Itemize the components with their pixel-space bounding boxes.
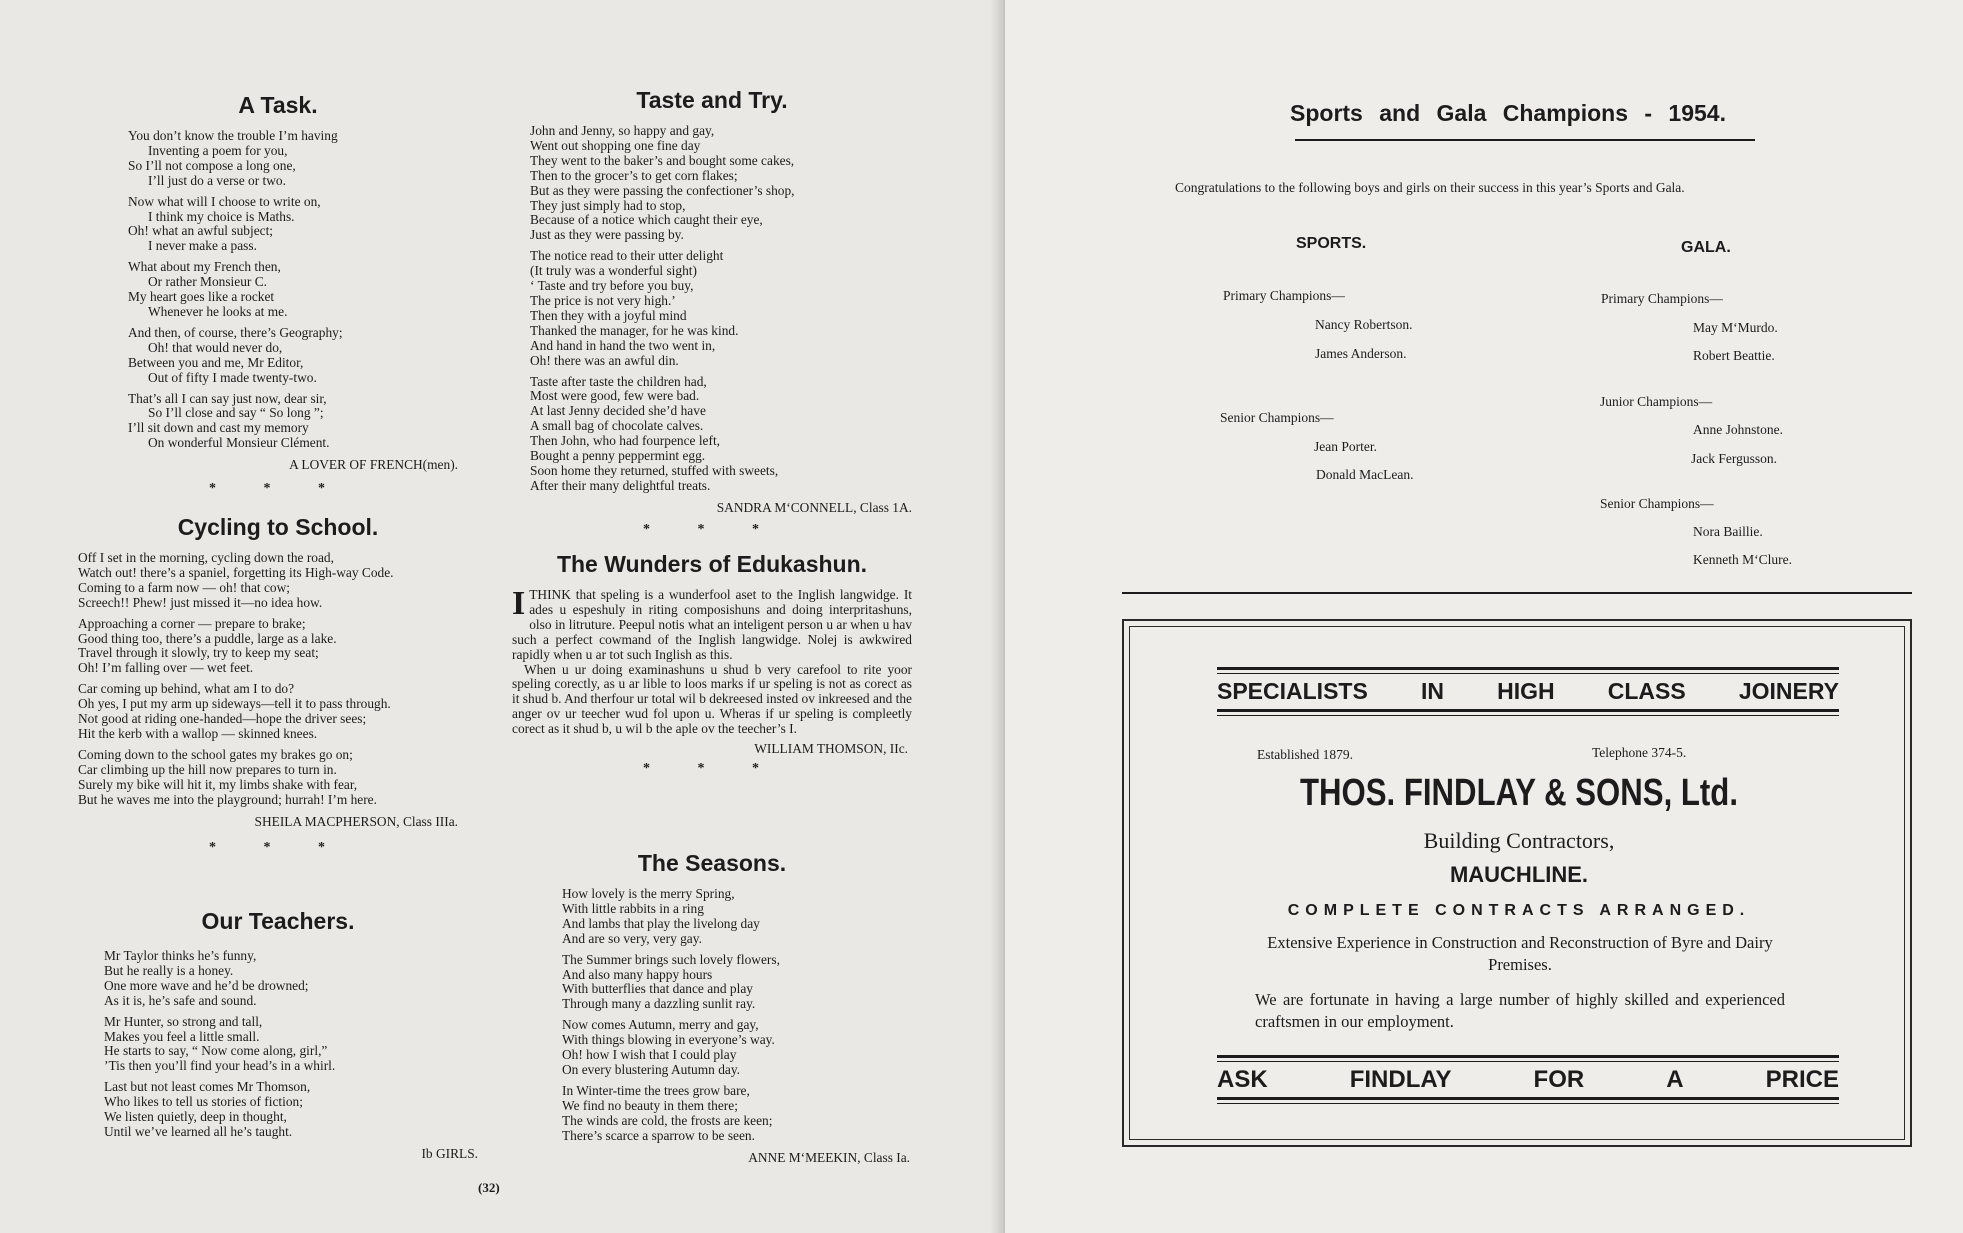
- poem-line: Approaching a corner — prepare to brake;: [78, 615, 306, 631]
- poem-taste-and-try: [512, 87, 912, 538]
- section-divider-stars: * * *: [209, 839, 347, 855]
- poem-line: Mr Taylor thinks he’s funny,: [104, 948, 257, 963]
- stanza: [128, 392, 478, 452]
- poem-title: Our Teachers.: [201, 908, 355, 934]
- title-underline: [1295, 139, 1755, 141]
- poem-line: A small bag of chocolate calves.: [530, 418, 704, 434]
- drop-cap: I: [512, 585, 526, 622]
- poem-line: Coming down to the school gates my brakes go on;: [78, 746, 353, 762]
- telephone-number: Telephone 374-5.: [1592, 745, 1687, 760]
- poem-line: The notice read to their utter delight: [530, 248, 724, 264]
- poem-line: Soon home they returned, stuffed with sweets,: [530, 462, 779, 478]
- stanza: [530, 249, 912, 368]
- stanza: [530, 124, 912, 243]
- poem-line: Who likes to tell us stories of fiction;: [104, 1094, 303, 1110]
- author-credit: A LOVER OF FRENCH(men).: [289, 457, 458, 473]
- poem-line: Oh yes, I put my arm up sideways—tell it to pass through.: [78, 696, 391, 712]
- sports-heading: SPORTS.: [1296, 235, 1367, 252]
- poem-line: Oh! that would never do,: [148, 339, 283, 355]
- gala-junior-label: Junior Champions—: [1600, 394, 1713, 409]
- poem-line: Now comes Autumn, merry and gay,: [562, 1017, 759, 1033]
- poem-line: Between you and me, Mr Editor,: [128, 354, 304, 370]
- findlay-advertisement: [1122, 619, 1912, 1147]
- poem-line: Hit the kerb with a wallop — skinned knees.: [78, 725, 318, 741]
- poem-line: Mr Hunter, so strong and tall,: [104, 1013, 263, 1029]
- paragraph-text: THINK that speling is a wunderfool aset to the Inglish langwidge. It ades u espeshuly in riting composishuns and doing interpritashuns, olso in litruture. Peepul notis what an inteligent person u ar when u hav such a perfect cowmand of the Inglish langwidge. Nolej is awkwired rapidly when u ar tot such Inglish as this.: [512, 587, 912, 662]
- page-title: Sports and Gala Champions - 1954.: [1290, 100, 1726, 126]
- stanza: [562, 1018, 912, 1078]
- poem-line: But he waves me into the playground; hurrah! I’m here.: [78, 791, 377, 807]
- sports-senior-label: Senior Champions—: [1220, 410, 1334, 425]
- poem-line: Makes you feel a little small.: [104, 1028, 260, 1044]
- poem-line: So I’ll close and say “ So long ”;: [148, 405, 324, 421]
- poem-a-task: [78, 92, 478, 497]
- poem-line: But as they were passing the confectioner’s shop,: [530, 182, 795, 198]
- double-rule: [1217, 667, 1839, 674]
- poem-title: The Seasons.: [637, 850, 787, 876]
- poem-line: Until we’ve learned all he’s taught.: [104, 1123, 293, 1139]
- banner-word: PRICE: [1765, 1066, 1839, 1093]
- poem-line: Out of fifty I made twenty-two.: [148, 369, 317, 385]
- double-rule: [1217, 709, 1839, 716]
- experience-text: Extensive Experience in Construction and Reconstruction of Byre and Dairy Premises.: [1267, 933, 1773, 974]
- double-rule: [1217, 1055, 1839, 1062]
- gala-primary-champion: May M‘Murdo.: [1693, 320, 1778, 335]
- ask-findlay-banner: [1217, 1066, 1839, 1094]
- stanza: [530, 375, 912, 494]
- author-credit: SANDRA M‘CONNELL, Class 1A.: [716, 499, 912, 515]
- sports-primary-champion: Nancy Robertson.: [1315, 317, 1413, 332]
- poem-line: I’ll just do a verse or two.: [148, 172, 286, 188]
- section-divider-stars: * * *: [643, 521, 781, 537]
- stanza: [562, 887, 912, 947]
- poem-line: Oh! there was an awful din.: [530, 352, 679, 368]
- poem-line: Whenever he looks at me.: [148, 303, 288, 319]
- poem-line: ‘ Taste and try before you buy,: [530, 278, 694, 294]
- firm-town: MAUCHLINE.: [1449, 862, 1589, 887]
- stanza: [104, 1080, 478, 1140]
- essay-title: The Wunders of Edukashun.: [556, 551, 868, 577]
- poem-line: But he really is a honey.: [104, 962, 234, 978]
- poem-line: Car coming up behind, what am I to do?: [78, 681, 295, 697]
- specialists-banner: [1217, 678, 1839, 705]
- banner-word: A: [1666, 1066, 1684, 1093]
- poem-line: I never make a pass.: [148, 238, 257, 254]
- poem-line: With butterflies that dance and play: [562, 981, 753, 997]
- poem-line: The price is not very high.’: [530, 292, 676, 308]
- banner-word: FOR: [1533, 1066, 1585, 1093]
- author-credit: ANNE M‘MEEKIN, Class Ia.: [748, 1149, 910, 1165]
- stanza: [128, 129, 478, 189]
- banner-word: IN: [1420, 678, 1444, 704]
- poem-line: ’Tis then you’ll find your head’s in a whirl.: [104, 1058, 336, 1074]
- poem-line: Bought a penny peppermint egg.: [530, 448, 706, 464]
- stanza: [78, 682, 478, 742]
- author-credit: SHEILA MACPHERSON, Class IIIa.: [254, 813, 458, 829]
- poem-line: On every blustering Autumn day.: [562, 1061, 741, 1077]
- author-credit: WILLIAM THOMSON, IIc.: [754, 741, 908, 757]
- poem-body: [104, 949, 478, 1140]
- established-year: Established 1879.: [1257, 747, 1353, 762]
- banner-word: SPECIALISTS: [1217, 678, 1368, 704]
- poem-line: We find no beauty in them there;: [562, 1097, 738, 1113]
- poem-line: Now what will I choose to write on,: [128, 193, 321, 209]
- poem-line: As it is, he’s safe and sound.: [104, 992, 257, 1008]
- poem-line: In Winter-time the trees grow bare,: [562, 1082, 750, 1098]
- poem-line: Last but not least comes Mr Thomson,: [104, 1079, 311, 1095]
- author-credit: Ib GIRLS.: [421, 1145, 478, 1161]
- poem-line: Just as they were passing by.: [530, 227, 684, 243]
- poem-line: What about my French then,: [128, 259, 281, 275]
- poem-line: That’s all I can say just now, dear sir,: [128, 390, 327, 406]
- poem-line: John and Jenny, so happy and gay,: [530, 123, 715, 138]
- poem-line: Screech!! Phew! just missed it—no idea how.: [78, 594, 323, 610]
- poem-line: I think my choice is Maths.: [148, 208, 295, 224]
- poem-line: You don’t know the trouble I’m having: [128, 128, 338, 143]
- gala-senior-label: Senior Champions—: [1600, 496, 1714, 511]
- poem-line: The Summer brings such lovely flowers,: [562, 951, 780, 967]
- banner-word: ASK: [1217, 1066, 1268, 1093]
- banner-word: FINDLAY: [1349, 1066, 1452, 1093]
- gala-primary-champion: Robert Beattie.: [1693, 348, 1775, 363]
- poem-line: And lambs that play the livelong day: [562, 915, 760, 931]
- stanza: [128, 260, 478, 320]
- congratulations-text: Congratulations to the following boys and girls on their success in this year’s Sports and Gala.: [1175, 180, 1685, 195]
- stanza: [128, 195, 478, 255]
- poem-line: And also many happy hours: [562, 966, 713, 982]
- stanza: [104, 949, 478, 1009]
- poem-body: [128, 129, 478, 451]
- stanza: [78, 551, 478, 611]
- poem-line: Through many a dazzling sunlit ray.: [562, 996, 756, 1012]
- sports-senior-champion: Donald MacLean.: [1316, 467, 1414, 482]
- poem-line: Off I set in the morning, cycling down the road,: [78, 550, 334, 565]
- poem-line: The winds are cold, the frosts are keen;: [562, 1112, 773, 1128]
- poem-line: Coming to a farm now — oh! that cow;: [78, 579, 290, 595]
- poem-body: [530, 124, 912, 494]
- poem-line: There’s scarce a sparrow to be seen.: [562, 1127, 755, 1143]
- sports-senior-champion: Jean Porter.: [1314, 439, 1377, 454]
- gala-junior-champion: Jack Fergusson.: [1691, 451, 1777, 466]
- poem-line: With little rabbits in a ring: [562, 900, 704, 916]
- poem-line: He starts to say, “ Now come along, girl,”: [104, 1043, 328, 1059]
- poem-line: One more wave and he’d be drowned;: [104, 977, 309, 993]
- stanza: [78, 748, 478, 808]
- poem-line: With things blowing in everyone’s way.: [562, 1032, 775, 1048]
- banner-word: JOINERY: [1738, 678, 1839, 704]
- advert-inner-border: [1129, 626, 1905, 1140]
- essay-paragraph: [512, 585, 912, 663]
- poem-line: Thanked the manager, for he was kind.: [530, 322, 739, 338]
- gala-junior-champion: Anne Johnstone.: [1693, 422, 1783, 437]
- sports-primary-label: Primary Champions—: [1223, 288, 1345, 303]
- poem-title: A Task.: [238, 92, 318, 118]
- poem-line: Taste after taste the children had,: [530, 373, 707, 389]
- stanza: [78, 617, 478, 677]
- poem-line: Oh! what an awful subject;: [128, 223, 274, 239]
- poem-line: Most were good, few were bad.: [530, 388, 700, 404]
- poem-the-seasons: [512, 850, 912, 1166]
- gala-primary-label: Primary Champions—: [1601, 291, 1723, 306]
- poem-line: We listen quietly, deep in thought,: [104, 1109, 287, 1125]
- poem-line: Then to the grocer’s to get corn flakes;: [530, 167, 738, 183]
- sports-primary-champion: James Anderson.: [1315, 346, 1407, 361]
- right-page: [1005, 0, 1963, 1233]
- poem-line: Oh! how I wish that I could play: [562, 1047, 737, 1063]
- poem-line: Then they with a joyful mind: [530, 307, 687, 323]
- poem-line: How lovely is the merry Spring,: [562, 886, 735, 901]
- firm-trade: Building Contractors,: [1423, 828, 1615, 853]
- poem-body: [78, 551, 478, 808]
- poem-line: Travel through it slowly, try to keep my seat;: [78, 645, 319, 661]
- poem-line: Because of a notice which caught their eye,: [530, 212, 763, 228]
- banner-word: HIGH: [1497, 678, 1555, 704]
- poem-line: Watch out! there’s a spaniel, forgetting its High-way Code.: [78, 564, 394, 580]
- page-number: (32): [478, 1180, 500, 1195]
- poem-line: My heart goes like a rocket: [128, 289, 275, 305]
- banner-word: CLASS: [1607, 678, 1686, 704]
- poem-line: Went out shopping one fine day: [530, 137, 701, 153]
- poem-line: At last Jenny decided she’d have: [530, 403, 706, 419]
- gala-heading: GALA.: [1681, 239, 1731, 256]
- essay-body: [512, 585, 912, 737]
- poem-line: They went to the baker’s and bought some cakes,: [530, 152, 795, 168]
- poem-line: Surely my bike will hit it, my limbs shake with fear,: [78, 776, 358, 792]
- poem-line: They just simply had to stop,: [530, 197, 686, 213]
- essay-wunders-of-edukashun: [512, 551, 912, 777]
- gala-senior-champion: Nora Baillie.: [1693, 524, 1763, 539]
- double-rule: [1217, 1097, 1839, 1104]
- poem-line: Inventing a poem for you,: [148, 142, 288, 158]
- poem-line: After their many delightful treats.: [530, 477, 711, 493]
- poem-line: So I’ll not compose a long one,: [128, 157, 296, 173]
- poem-title: Taste and Try.: [636, 87, 788, 113]
- firm-name: THOS. FINDLAY & SONS, Ltd.: [1299, 772, 1739, 814]
- poem-line: Oh! I’m falling over — wet feet.: [78, 660, 254, 676]
- section-divider: [1122, 592, 1912, 594]
- section-divider-stars: * * *: [209, 481, 347, 497]
- poem-cycling-to-school: [78, 514, 478, 856]
- poem-line: Then John, who had fourpence left,: [530, 433, 721, 449]
- poem-line: And hand in hand the two went in,: [530, 337, 716, 353]
- gala-senior-champion: Kenneth M‘Clure.: [1693, 552, 1792, 567]
- section-divider-stars: * * *: [643, 761, 781, 777]
- poem-line: And then, of course, there’s Geography;: [128, 324, 343, 340]
- craftsmen-text: We are fortunate in having a large number of highly skilled and experienced craftsmen in our employment.: [1255, 990, 1785, 1031]
- stanza: [128, 326, 478, 386]
- poem-line: On wonderful Monsieur Clément.: [148, 435, 330, 451]
- stanza: [562, 1084, 912, 1144]
- essay-paragraph: When u ur doing examinashuns u shud b very carefool to rite yoor speling corectly, as u ar lible to loos marks if ur speling is not as corect as it shud b. And therfour ur total wil b dekreesed insted ov inkreesed and the anger ov ur teecher wud fol upon u. Wheras if ur speling is compleetly corect as it shud b, u wil b the aple ov the teecher’s I.: [512, 661, 912, 737]
- poem-line: I’ll sit down and cast my memory: [128, 420, 309, 436]
- poem-body: [562, 887, 912, 1144]
- poem-line: Good thing too, there’s a puddle, large as a lake.: [78, 630, 337, 646]
- poem-line: Car climbing up the hill now prepares to turn in.: [78, 761, 337, 777]
- poem-line: Not good at riding one-handed—hope the driver sees;: [78, 711, 367, 727]
- poem-title: Cycling to School.: [177, 514, 379, 540]
- poem-line: And are so very, very gay.: [562, 930, 702, 946]
- stanza: [562, 953, 912, 1013]
- poem-our-teachers: [78, 908, 478, 1162]
- poem-line: Or rather Monsieur C.: [148, 274, 267, 290]
- stanza: [104, 1015, 478, 1075]
- contracts-tagline: COMPLETE CONTRACTS ARRANGED.: [1287, 902, 1751, 919]
- poem-line: (It truly was a wonderful sight): [530, 263, 697, 279]
